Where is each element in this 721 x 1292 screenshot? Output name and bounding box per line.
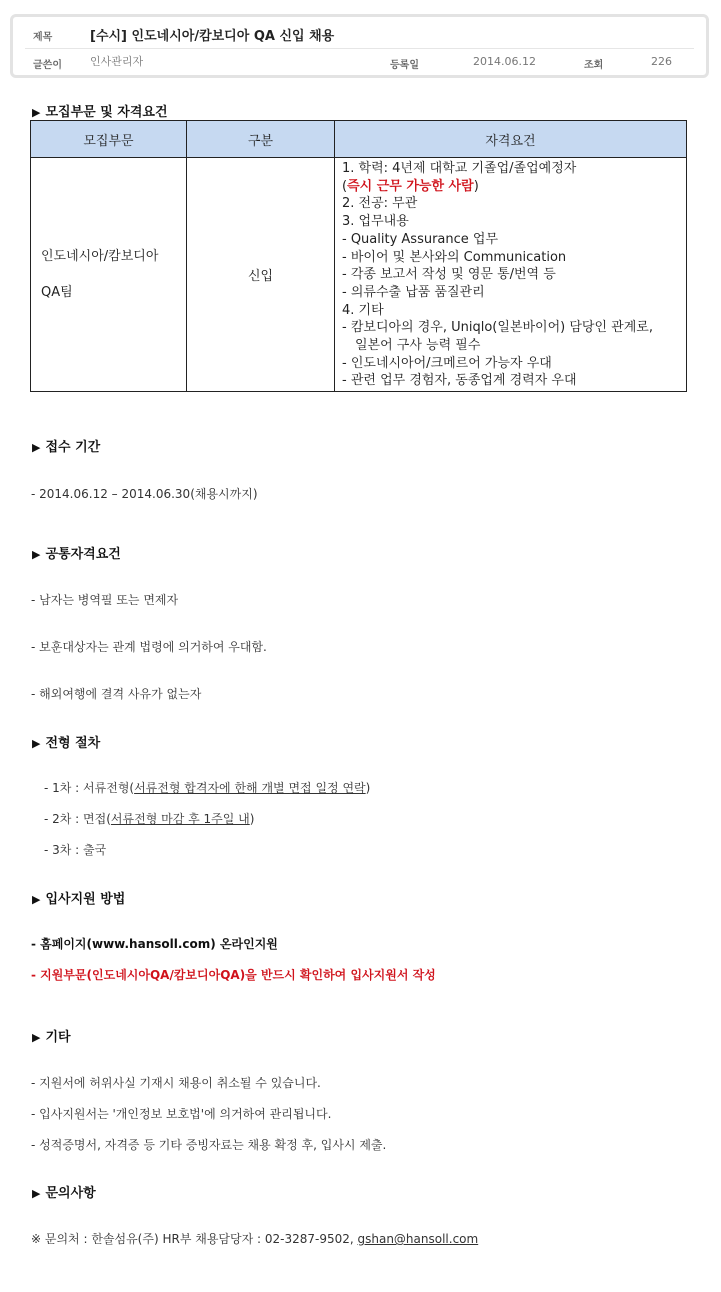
triangle-right-icon: ▶ xyxy=(32,737,41,750)
qual-highlight: 즉시 근무 가능한 사람 xyxy=(347,178,474,194)
section-heading-text: 기타 xyxy=(45,1030,71,1045)
qual-line: 1. 학력: 4년제 대학교 기졸업/졸업예정자 xyxy=(342,161,577,176)
apply-line: - 홈페이지(www.hansoll.com) 온라인지원 xyxy=(31,937,278,951)
common-line: - 해외여행에 결격 사유가 없는자 xyxy=(31,687,202,701)
views-label: 조회 xyxy=(584,60,604,71)
section-heading-text: 접수 기간 xyxy=(45,440,101,455)
qual-line: 4. 기타 xyxy=(342,302,384,318)
qual-line: 2. 전공: 무관 xyxy=(342,196,418,212)
qual-line: 일본어 구사 능력 필수 xyxy=(355,338,481,354)
triangle-right-icon: ▶ xyxy=(32,548,41,561)
step-text: ) xyxy=(249,812,255,826)
contact-text: ※ 문의처 : 한솔섬유(주) HR부 채용담당자 : 02-3287-9502, xyxy=(31,1232,358,1246)
process-step-3: - 3차 : 출국 xyxy=(44,843,107,857)
section-heading-contact xyxy=(32,1182,96,1201)
table-header-row xyxy=(31,121,687,158)
section-heading-text: 모집부문 및 자격요건 xyxy=(45,105,168,120)
table-row xyxy=(31,158,687,392)
etc-line: - 성적증명서, 자격증 등 기타 증빙자료는 채용 확정 후, 입사시 제출. xyxy=(31,1138,387,1152)
dept-cell xyxy=(31,158,187,392)
etc-line: - 입사지원서는 '개인정보 보호법'에 의거하여 관리됩니다. xyxy=(31,1107,332,1121)
qual-line: - 의류수출 납품 품질관리 xyxy=(342,284,485,300)
qual-line: - 캄보디아의 경우, Uniqlo(일본바이어) 담당인 관계로, xyxy=(342,320,653,336)
triangle-right-icon: ▶ xyxy=(32,893,41,906)
qual-line: - 인도네시아어/크메르어 가능자 우대 xyxy=(342,355,552,371)
title-label: 제목 xyxy=(33,32,53,43)
post-date: 2014.06.12 xyxy=(473,55,536,68)
col-header-qual: 자격요건 xyxy=(335,121,687,158)
paren: ) xyxy=(473,178,479,194)
etc-line: - 지원서에 허위사실 기재시 채용이 취소될 수 있습니다. xyxy=(31,1076,321,1090)
triangle-right-icon: ▶ xyxy=(32,1187,41,1200)
qual-line: - 관련 업무 경험자, 동종업계 경력자 우대 xyxy=(342,373,577,389)
type-cell: 신입 xyxy=(187,158,335,392)
common-line: - 보훈대상자는 관계 법령에 의거하여 우대함. xyxy=(31,640,267,654)
header-divider xyxy=(25,48,694,49)
contact-line xyxy=(31,1230,478,1247)
section-heading-process xyxy=(32,732,100,751)
section-heading-recruit xyxy=(32,101,168,120)
section-heading-period xyxy=(32,436,100,455)
author-name: 인사관리자 xyxy=(90,55,144,68)
triangle-right-icon: ▶ xyxy=(32,1031,41,1044)
contact-email-link[interactable]: gshan@hansoll.com xyxy=(357,1232,479,1246)
qual-line xyxy=(342,178,680,196)
section-heading-text: 공통자격요건 xyxy=(45,547,121,562)
author-label: 글쓴이 xyxy=(33,60,62,71)
col-header-type: 구분 xyxy=(187,121,335,158)
step-underlined: 서류전형 마감 후 1주일 내 xyxy=(110,812,250,826)
qual-line: - 각종 보고서 작성 및 영문 통/번역 등 xyxy=(342,267,556,283)
process-step-2 xyxy=(44,810,254,827)
paren: ( xyxy=(342,178,348,194)
apply-warning: - 지원부문(인도네시아QA/캄보디아QA)을 반드시 확인하여 입사지원서 작성 xyxy=(31,968,436,982)
section-heading-text: 문의사항 xyxy=(45,1186,96,1201)
recruit-table xyxy=(30,120,687,392)
common-line: - 남자는 병역필 또는 면제자 xyxy=(31,593,179,607)
process-step-1 xyxy=(44,779,370,796)
triangle-right-icon: ▶ xyxy=(32,106,41,119)
qual-line: 3. 업무내용 xyxy=(342,214,409,230)
section-heading-common xyxy=(32,543,121,562)
period-line: - 2014.06.12 – 2014.06.30(채용시까지) xyxy=(31,487,258,501)
qual-line: - 바이어 및 본사와의 Communication xyxy=(342,249,567,265)
post-title: [수시] 인도네시아/캄보디아 QA 신입 채용 xyxy=(90,29,335,44)
section-heading-etc xyxy=(32,1026,71,1045)
section-heading-text: 입사지원 방법 xyxy=(45,892,126,907)
section-heading-apply xyxy=(32,888,125,907)
step-text: ) xyxy=(365,781,371,795)
qual-line: - Quality Assurance 업무 xyxy=(342,231,499,247)
view-count: 226 xyxy=(651,55,672,68)
col-header-dept: 모집부문 xyxy=(31,121,187,158)
triangle-right-icon: ▶ xyxy=(32,441,41,454)
step-text: - 2차 : 면접( xyxy=(44,812,111,826)
date-label: 등록일 xyxy=(390,60,419,71)
qual-cell xyxy=(335,158,687,392)
post-header xyxy=(10,14,709,78)
dept-line: 인도네시아/캄보디아 xyxy=(41,248,159,264)
step-underlined: 서류전형 합격자에 한해 개별 면접 일정 연락 xyxy=(134,781,366,795)
section-heading-text: 전형 절차 xyxy=(45,736,101,751)
step-text: - 1차 : 서류전형( xyxy=(44,781,135,795)
dept-line: QA팀 xyxy=(41,284,73,300)
